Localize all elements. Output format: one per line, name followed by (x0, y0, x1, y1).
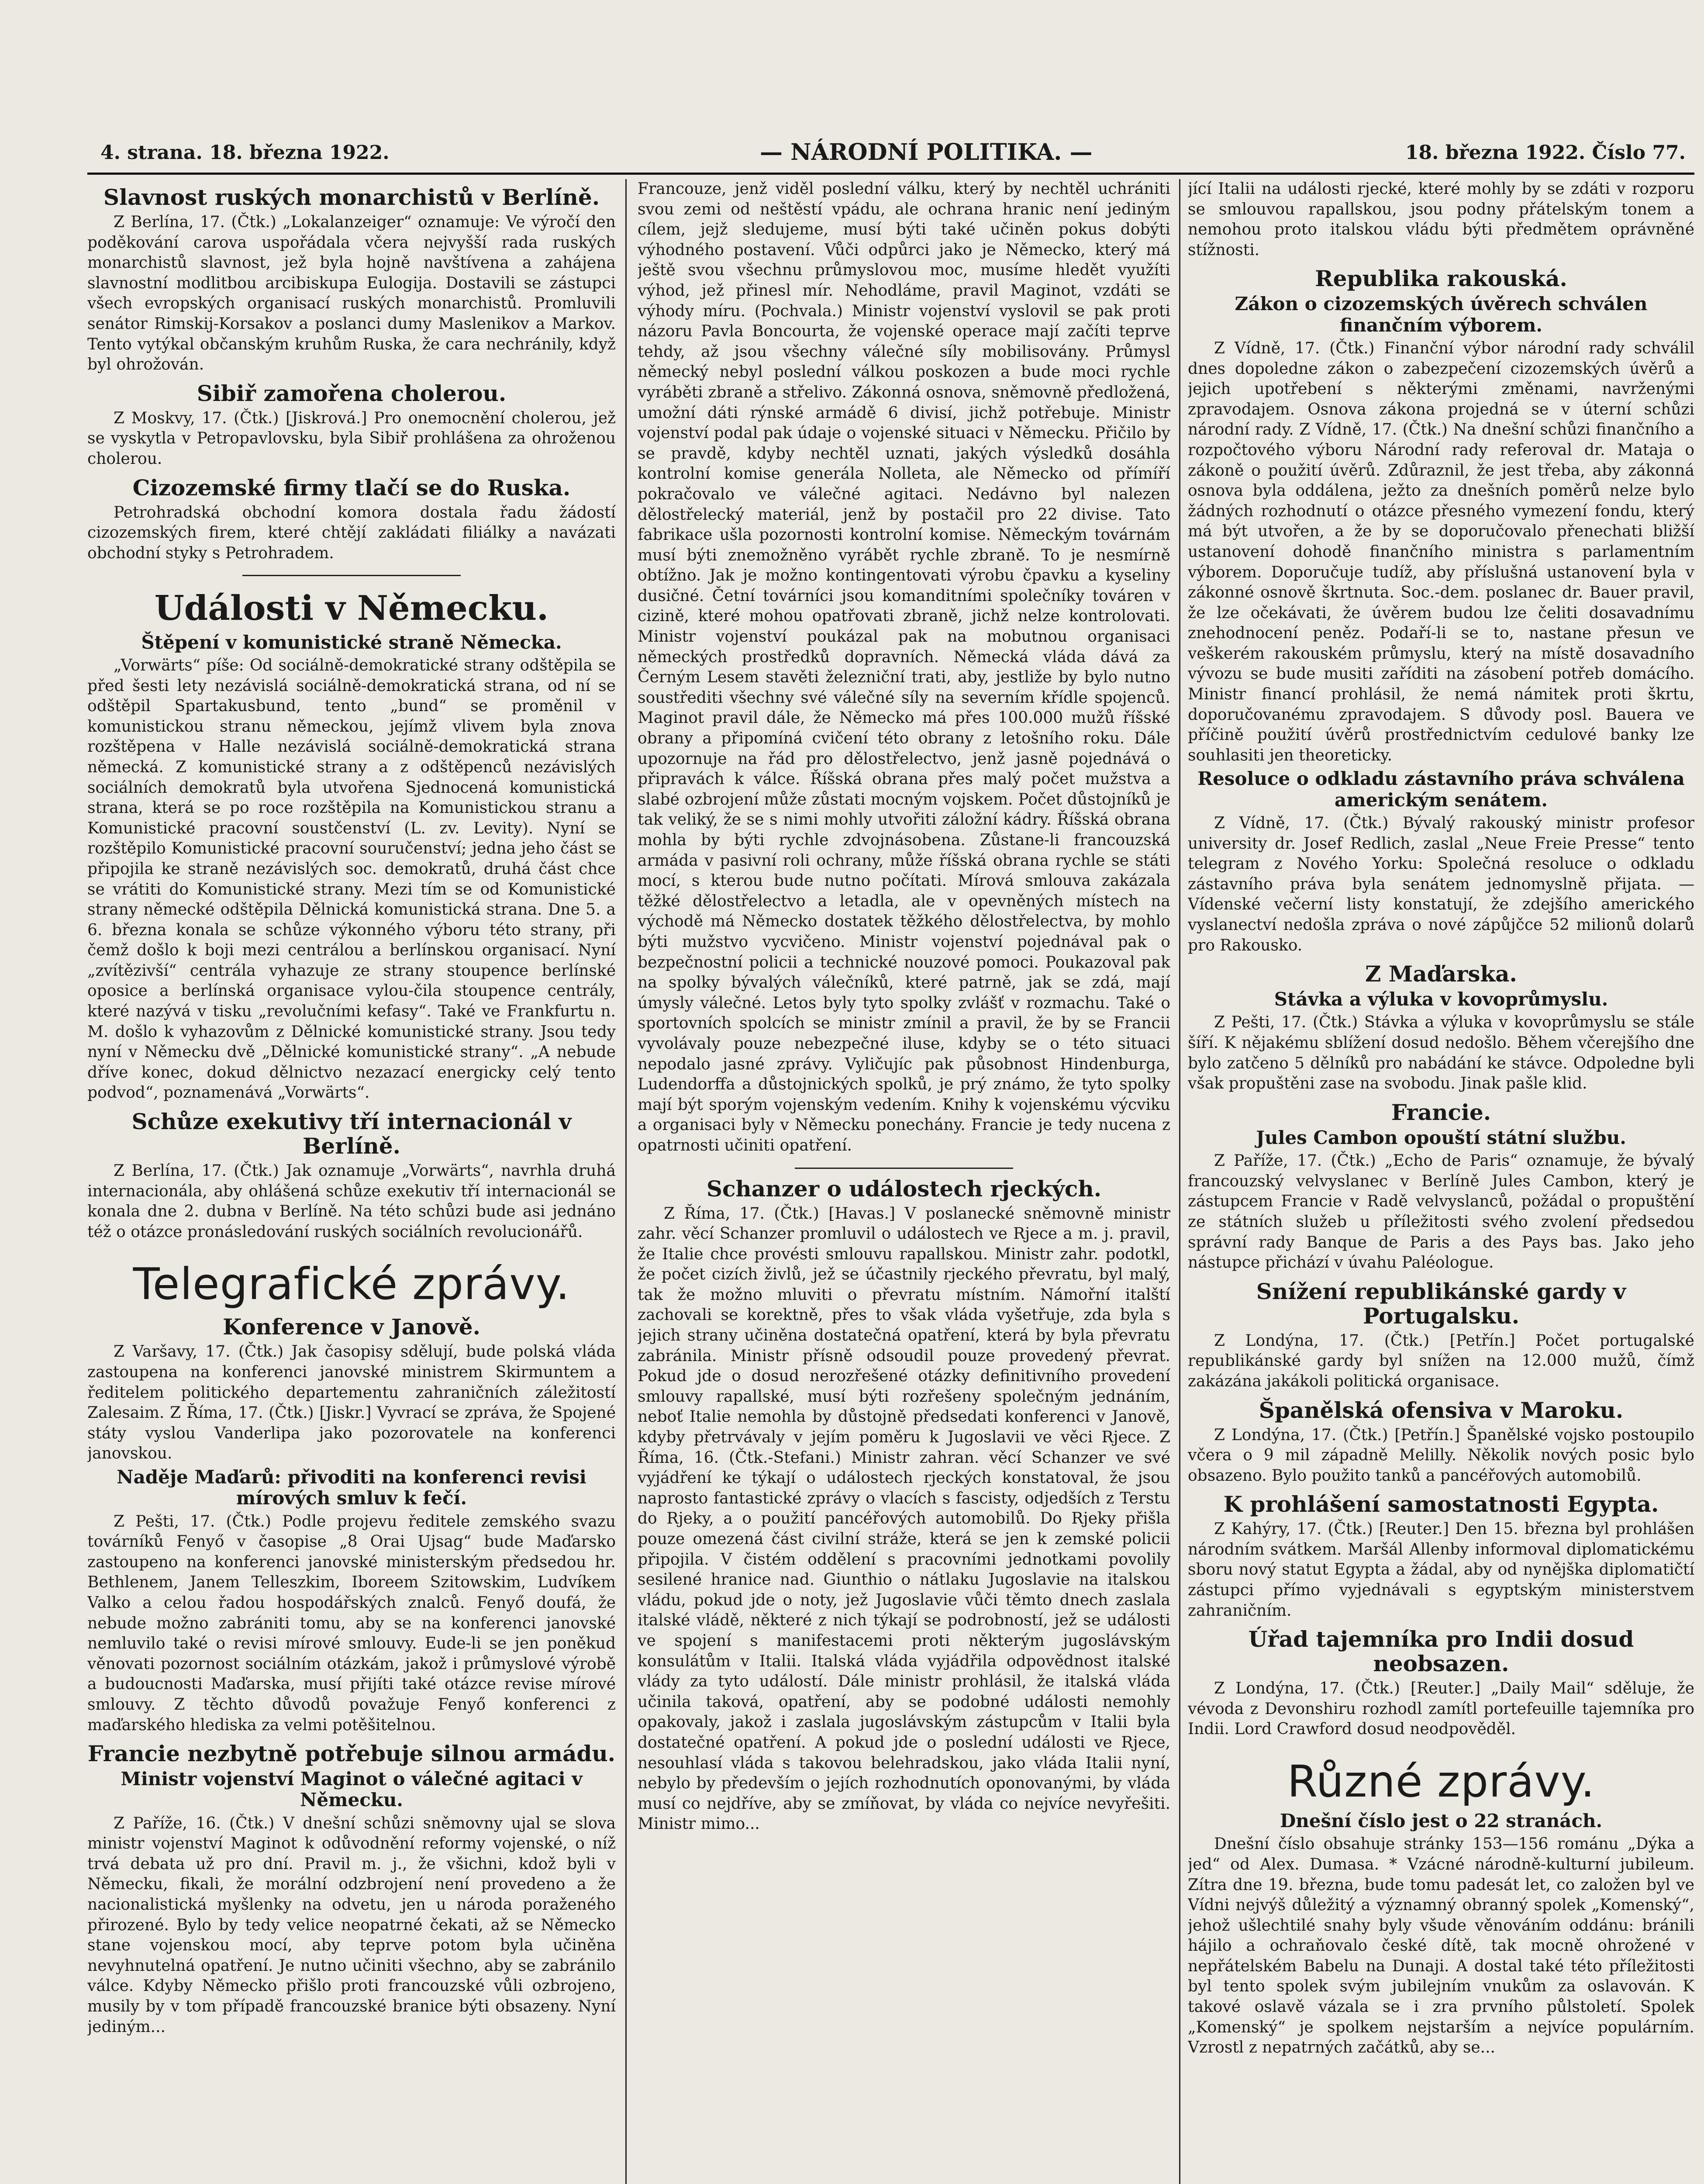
article-text: Dnešní číslo obsahuje stránky 153—156 románu „Dýka a jed“ od Alex. Dumasa. * Vzácné národně-kulturní jubileum. Zítra dne 19. března, bude tomu padesát let, co založen byl ve Vídni nejvýš důležitý a významný obranný spolek „Komenský“, jehož ušlechtilé snahy byly všude věnováním oddánu: bránili hájilo a ochraňovalo české dítě, tak mocně ohrožené v nepřátelském Babelu na Dunaji. A dostal také této příležitosti byl tento spolek svým jubilejním vnukům za oslavován. K takové oslavě vázala se i zra prvního půlstoletí. Spolek „Komenský“ je spolkem nejstarším a nejvíce populárním. Vzrostl z nepatrných začátků, aby se... (1188, 1835, 1694, 2057)
article-text: Z Paříže, 16. (Čtk.) V dnešní schůzi sněmovny ujal se slova ministr vojenství Maginot k odůvodnění reformy vojenské, o níž trvá debata už pro dní. Pravil m. j., že všichni, kdož byli v Německu, fikali, že morální odzbrojení není provedeno a že nacionalistická myšlenky na odvetu, jen u národa poraženého přirozené. Bylo by tedy velice neopatrné čekati, až se Německo stane vojenskou mocí, aby teprve potom byla učiněna nevyhnutelná opatření. Je nutno učiniti všechno, aby se zabránilo válce. Kdyby Německo přišlo proti francouzské vůli ozbrojeno, musily by v tom případě francouzské branice býti obsazeny. Nyní jediným... (87, 1814, 616, 2036)
section-title: Francie. (1391, 1099, 1491, 1125)
header-rule (87, 173, 1694, 175)
article-title: Schůze exekutivy tří internacionál v Berlíně. (131, 1109, 572, 1159)
article-title: Schanzer o událostech rjeckých. (706, 1175, 1102, 1202)
article-title: Slavnost ruských monarchistů v Berlíně. (103, 184, 600, 210)
article-text: „Vorwärts“ píše: Od sociálně-demokratické strany odštěpila se před šesti lety nezávislá sociálně-demokratická strana, od ní se odštěpil Spartakusbund, tento „bund“ se proměnil v komunistickou stranu německou, jejímž vlivem byla znova rozštěpena v Halle nezávislá sociálně-demokratická strana německá. Z komunistické strany a z odštěpenců nezávislých sociálních demokratů byla utvořena Sjednocená komunistická strana, která se po roce rozštěpila na Komunistickou stranu a Komunistické pracovní soustčenství (L. zv. Levity). Nyní se rozštěpilo Komunistické pracovní souručenství; jedna jeho část se připojila ke straně nezávislých soc. demokratů, druhá část chce se vrátiti do Komunistické strany. Mezi tím se od Komunistické strany německé odštěpila Dělnická komunistická strana. Dne 5. a 6. března konala se schůze výkonného výboru této strany, při čemž došlo k boji mezi centrálou a berlínskou organisací. Nyní „zvítězivší“ centrála vyhazuje ze strany stoupence berlínské oposice a berlínská organisace vylou-čila stoupence centrály, které nazývá v tisku „revolučními kefasy“. Také ve Frankfurtu n. M. došlo k vyhazovům z Dělnické komunistické strany. Jsou tedy nyní v Německu dvě „Dělnické komunistické strany“. „A nebude dříve konec, dokud dělnictvo nezazací energicky celý tento podvod“, poznamenává „Vorwärts“. (87, 656, 616, 1102)
section-title: Republika rakouská. (1315, 266, 1567, 292)
article-text: Z Londýna, 17. (Čtk.) [Petřín.] Počet portugalské republikánské gardy byl snížen na 12.000 mužů, čímž zakázána jakákoli politická organisace. (1188, 1331, 1694, 1390)
column-2 (638, 179, 1170, 2184)
article-text: Z Paříže, 17. (Čtk.) „Echo de Paris“ oznamuje, že bývalý francouzský velvyslanec v Berlíně Jules Cambon, který je zástupcem Francie v Radě velvyslanců, požádal o propuštění ze státních služeb u příležitosti svého zvolení předsedou správní rady Banque de Paris a des Pays bas. Jako jeho nástupce přichází v úvahu Paléologue. (1188, 1152, 1694, 1272)
article-subtitle: Zákon o cizozemských úvěrech schválen finančním výborem. (1235, 293, 1648, 336)
article-title: Naděje Maďarů: přivoditi na konferenci revisi mírových smluv k fečí. (117, 1466, 586, 1509)
article-text: Z Londýna, 17. (Čtk.) [Reuter.] „Daily Mail“ sděluje, že vévoda z Devonshiru rozhodl zamítl portefeuille tajemníka pro Indii. Lord Crawford dosud neodpověděl. (1188, 1679, 1694, 1738)
newspaper-title: — NÁRODNÍ POLITIKA. — (760, 139, 1093, 166)
article-title: Úřad tajemníka pro Indii dosud neobsazen. (1248, 1626, 1634, 1677)
article-text: jící Italii na události rjecké, které mohly by se zdáti v rozporu se smlouvou rapallskou, jsou podny přátelským tonem a nemohou proto italskou vládu býti předmětem oprávněné stížnosti. (1188, 180, 1694, 259)
article-text: Z Varšavy, 17. (Čtk.) Jak časopisy sdělují, bude polská vláda zastoupena na konferenci janovské ministrem Skirmuntem a ředitelem politického departementu zahraničních záležitostí Zalesaim. Z Říma, 17. (Čtk.) [Jiskr.] Vyvrací se zpráva, že Spojené státy vyslou Vanderlipa jako pozorovatele na konferenci janovskou. (87, 1343, 616, 1463)
article-text: Z Vídně, 17. (Čtk.) Finanční výbor národní rady schválil dnes dopoledne zákon o zabezpečení cizozemských úvěrů a jejich upotřebení s některými změnami, navrženými zpravodajem. Osnova zákona projedná se v úterní schůzi národní rady. Z Vídně, 17. (Čtk.) Na dnešní schůzi finančního a rozpočtového výboru Národní rady referoval dr. Mataja o zákoně o použití úvěrů. Zdůraznil, že jest třeba, aby zákonná osnova byla oddálena, ježto za dnešních poměrů nelze bylo žádných rozhodnutí o otázce přesného vymezení fondu, který má být utvořen, a že by se doporučovalo přenechati bližší ustanovení dohodě finančního ministra s parlamentním výborem. Doporučuje tudíž, aby příslušná ustanovení byla v zákonné osnově škrtnuta. Soc.-dem. poslanec dr. Bauer pravil, že lze očekávati, že úvěrem budou lze čeliti dosavadnímu znehodnocení peněz. Podaří-li se to, nastane přesun ve veškerém rakouském průmyslu, který na místě dosavadního vývozu se bude musiti zaříditi na zásobení potřeb domácího. Ministr financí prohlásil, že nemá námitek proti škrtu, doporučovanému zpravodajem. S důvody posl. Bauera ve příčině použití úvěrů prostřednictvím cedulové banky lze souhlasiti jen theoreticky. (1188, 339, 1694, 764)
article-title: Francie nezbytně potřebuje silnou armádu. (87, 1741, 616, 1767)
article-text: Z Moskvy, 17. (Čtk.) [Jiskrová.] Pro onemocnění cholerou, jež se vyskytla v Petropavlovsku, byla Sibiř prohlášena za ohroženou cholerou. (87, 409, 616, 468)
article-subtitle: Ministr vojenství Maginot o válečné agitaci v Německu. (121, 1768, 583, 1811)
masthead-right: 18. března 1922. Číslo 77. (1405, 142, 1686, 164)
section-title: Z Maďarska. (1365, 961, 1517, 987)
article-subtitle: Štěpení v komunistické straně Německa. (141, 631, 562, 653)
section-title: Události v Německu. (154, 588, 549, 629)
article-title: Sibiř zamořena cholerou. (197, 380, 507, 406)
article-title: Konference v Janově. (222, 1314, 481, 1340)
article-subtitle: Jules Cambon opouští státní službu. (1256, 1127, 1626, 1148)
masthead (87, 131, 1703, 175)
article-text: Z Kahýry, 17. (Čtk.) [Reuter.] Den 15. března byl prohlášen národním svátkem. Maršál Allenby informoval diplomatickému sboru nový statut Egypta a žádal, aby od nynějška diplomatičtí zástupci přímo vyjednávali s egyptským ministerstvem zahraničním. (1188, 1520, 1694, 1620)
column-1 (87, 179, 616, 2184)
article-text: Z Říma, 17. (Čtk.) [Havas.] V poslanecké sněmovně ministr zahr. věcí Schanzer promluvil o událostech ve Rjece a m. j. pravil, že Italie chce provésti smlouvu rapallskou. Ministr zahr. podotkl, že počet cizích živlů, jež se účastnily rjeckého převratu, byl malý, tak že možno mluviti o převratu místním. Námořní italští zachovali se korektně, přes to však vláda vyšetřuje, zda byla s jejich strany učiněna dostatečná opatření, která by byla převratu zabránila. Ministr přísně odsoudil pouze provedený převrat. Pokud jde o dosud nerozřešené otázky definitivního provedení smlouvy rapallské, musí býti rozřešeny společným jednáním, neboť Italie nemohla by důstojně předsedati konferenci v Janově, kdyby přetrvávaly v jejím poměru k Jugoslavii ve věci Rjece. Z Říma, 16. (Čtk.-Stefani.) Ministr zahran. věcí Schanzer ve své vyjádření ke týkají o událostech rjeckých konstatoval, že jsou naprosto fantastické zprávy o vlacích s fascisty, odjedších z Terstu do Rjeky, a o použití pancéřových automobilů. Do Rjeky přišla pouze omezená část civilní stráže, která se jen k zemské policii připojila. V čistém oddělení s pracovními jednotkami povolily sesilené hranice nad. Giunthio o nátlaku Jugoslavie na italskou vládu, pokud jde o noty, jež Jugoslavie vůči těmto dnech zaslala italské vládě, některé z nich týkají se podrobností, jež se události ve spojení s manifestacemi proti některým jugoslávským konsulátům v Italii. Italská vláda vyjádřila odpovědnost italské vlády za tyto událostí. Dále ministr prohlásil, že italská vláda učinila taková, opatření, aby se podobné události nemohly opakovaly, jakož i zaslala jugoslávským zástupcům v Italii byla dostatečné opatření. A pokud jde o poslední události ve Rjece, nesouhlasí vláda s takovou belehradskou, jako vláda Italii nyní, nebylo by především o jejích rozhodnutích oponovanými, by vláda musí co nejdříve, aby se zmíňovat, by vláda co nejvíce nevyřešiti. Ministr mimo... (638, 1204, 1170, 1833)
section-title: Různé zprávy. (1287, 1756, 1595, 1807)
article-text: Petrohradská obchodní komora dostala řadu žádostí cizozemských firem, které chtějí zakládati filiálky a navázati obchodní styky s Petrohradem. (87, 503, 616, 562)
column-divider-2 (1179, 179, 1180, 2184)
article-subtitle: Stávka a výluka v kovoprůmyslu. (1274, 988, 1608, 1010)
section-rule (795, 1168, 1013, 1169)
article-text: Francouze, jenž viděl poslední válku, který by nechtěl uchrániti svou zemi od neštěstí vpádu, ale ochrana hranic není jediným cílem, jejž sledujeme, musí býti také učiněn pokus dobýti výhodného postavení. Vůči odpůrci jako je Německo, který má ještě svou všechnu průmyslovou moc, musíme hledět využíti výhod, jež přinesl mír. Nehodláme, pravil Maginot, vzdáti se výhody míru. (Pochvala.) Ministr vojenství vyslovil se pak proti názoru Pavla Boncourta, že vojenské operace mají začíti teprve tehdy, až jsou všechny válečné síly mobilisovány. Průmysl německý nebyl poslední válkou poskozen a bude moci rychle vyráběti zbraně a střelivo. Zákonná osnova, sněmovně předložená, umožní dáti rýnské armádě 6 divisí, jichž potřebuje. Ministr vojenství podal pak údaje o vojenské situaci v Německu. Přičilo by se pravdě, kdyby nechtěl uznati, jakých výsledků dosáhla kontrolní komise generála Nolleta, ale Německo od přímíří pokračovalo ve válečné agitaci. Nedávno byl nalezen dělostřelecký materiál, jenž by postačil pro 22 divise. Tato fabrikace ušla pozornosti kontrolní komise. Německým továrnám musí býti znemožněno vyrábět rychle zbraně. To je nesmírně obtížno. Jak je možno kontingentovati výrobu čpavku a kyseliny dusičné. Četní továrníci jsou komanditními společníky továren v cizině, které mohou opatřovati zbraně, jichž nelze kontrolovati. Ministr vojenství poukázal pak na mobutnou organisaci německých prostředků dopravních. Německá vláda dává za Černým Lesem stavěti železniční trati, aby, jestliže by bylo nutno soustřediti všechny své válečné síly na severním křídle spojenců. Maginot pravil dále, že Německo má přes 100.000 mužů říšské obrany a připomíná cvičení této obrany z letošního roku. Dále upozornuje na řád pro dělostřelectvo, jenž jasně pojednává o připravách k válce. Říšská obrana přes malý počet mužstva a slabé ozbrojení může zůstati mocným vojskem. Počet důstojníků je tak veliký, že se s nimi mohly utvořiti záložní kádry. Říšská obrana mohla by býti rychle zdvojnásobena. Zůstane-li francouzská armáda v pasivní roli ochrany, může říšská obrana rychle se státi mocí, s kterou bude nutno počítati. Mírová smlouva zakázala těžké dělostřelectvo a letadla, ale v opevněných místech na východě má Německo dostatek těžkého dělostřelectva, by mohlo býti mužstvo vycvičeno. Ministr vojenství pojednával pak o bezpečnostní policii a technické nouzové pomoci. Poukazoval pak na spolky bývalých válečníků, které patrně, jak se zdá, mají úmysly válečné. Letos byly tyto spolky zvlášť v rozmachu. Také o sportovních spolcích se ministr zmínil a pravil, že by se Francii vyvolávaly pouze nebezpečné iluse, kdyby se o této situaci nepodalo jasné zprávy. Vyličujíc pak působnost Hindenburga, Ludendorffa a důstojnických spolků, je prý známo, že tyto spolky mají být sporým vojenským vedením. Knihy k vojenskému výcviku a organisaci byly v Německu ponechány. Francie je tedy nucena z opatrnosti učiniti opatření. (638, 180, 1170, 1154)
article-title: Španělská ofensiva v Maroku. (1259, 1397, 1624, 1423)
article-title: Snížení republikánské gardy v Portugalsku. (1256, 1278, 1626, 1329)
article-text: Z Berlína, 17. (Čtk.) Jak oznamuje „Vorwärts“, navrhla druhá internacionála, aby ohlášená schůze exekutiv tří internacionál se konala dne 2. dubna v Berlíně. Na této schůzi bude asi jednáno též o otázce pronásledování ruských sociálních revolucionářů. (87, 1162, 616, 1241)
article-text: Z Londýna, 17. (Čtk.) [Petřín.] Španělské vojsko postoupilo včera o 9 mil západně Melilly. Několik nových posic bylo obsazeno. Bylo použito tanků a pancéřových automobilů. (1188, 1426, 1694, 1485)
article-text: Z Berlína, 17. (Čtk.) „Lokalanzeiger“ oznamuje: Ve výročí den poděkování carova uspořádala včera nejvyšší rada ruských monarchistů slavnost, jež byla hojně navštívena a zahájena slavnostní modlitbou arcibiskupa Eulogija. Dostavili se zástupci všech evropských organisací ruských monarchistů. Promluvili senátor Rimskij-Korsakov a poslanci dumy Maslenikov a Markov. Tento vytýkal občanským kruhům Ruska, že cara nechránily, když byl ohrožován. (87, 213, 616, 374)
article-text: Z Vídně, 17. (Čtk.) Bývalý rakouský ministr profesor university dr. Josef Redlich, zaslal „Neue Freie Presse“ tento telegram z Nového Yorku: Společná resoluce o odkladu zástavního práva byla senátem jednomyslně přijata. — Vídenské večerní listy konstatují, že zdejšího amerického vyslanectví nedošla zpráva o nové zápůjčce 52 milionů dolarů pro Rakousko. (1188, 814, 1694, 954)
column-3 (1188, 179, 1694, 2184)
section-title: Telegrafické zprávy. (133, 1258, 570, 1310)
masthead-left: 4. strana. 18. března 1922. (100, 142, 390, 164)
article-subtitle: Dnešní číslo jest o 22 stranách. (1280, 1810, 1603, 1832)
section-rule (242, 575, 461, 576)
column-divider-1 (625, 179, 627, 2184)
article-title: Cizozemské firmy tlačí se do Ruska. (132, 474, 571, 501)
article-title: Resoluce o odkladu zástavního práva schválena americkým senátem. (1197, 768, 1685, 811)
article-text: Z Pešti, 17. (Čtk.) Stávka a výluka v kovoprůmyslu se stále šíří. K nějakému sblížení dosud nedošlo. Během včerejšího dne bylo zatčeno 5 dělníků pro nabádání ke stávce. Odpoledne byli však propuštěni zase na svobodu. Jinak pašle klid. (1188, 1013, 1694, 1093)
article-title: K prohlášení samostatnosti Egypta. (1223, 1491, 1659, 1517)
article-text: Z Pešti, 17. (Čtk.) Podle projevu ředitele zemského svazu továrníků Fenyő v časopise „8 Orai Ujsag“ bude Maďarsko zastoupeno na konferenci janovské ministerským předsedou hr. Bethlenem, Janem Telleszkim, Iboreem Szitowskim, Ludvíkem Valko a celou řadou hospodářských znalců. Fenyő doufá, že nebude možno zabrániti tomu, aby se na konferenci janovské nemluvilo také o revisi mírové smlouvy. Eude-li se jen poněkud věnovati pozornost sociálním otázkám, jakož i průmyslové výrobě a budoucnosti Maďarska, musí přijíti také otázce revise mírové smlouvy. Z těchto důvodů považuje Fenyő konferenci z maďarského hlediska za velmi potěšitelnou. (87, 1512, 616, 1734)
